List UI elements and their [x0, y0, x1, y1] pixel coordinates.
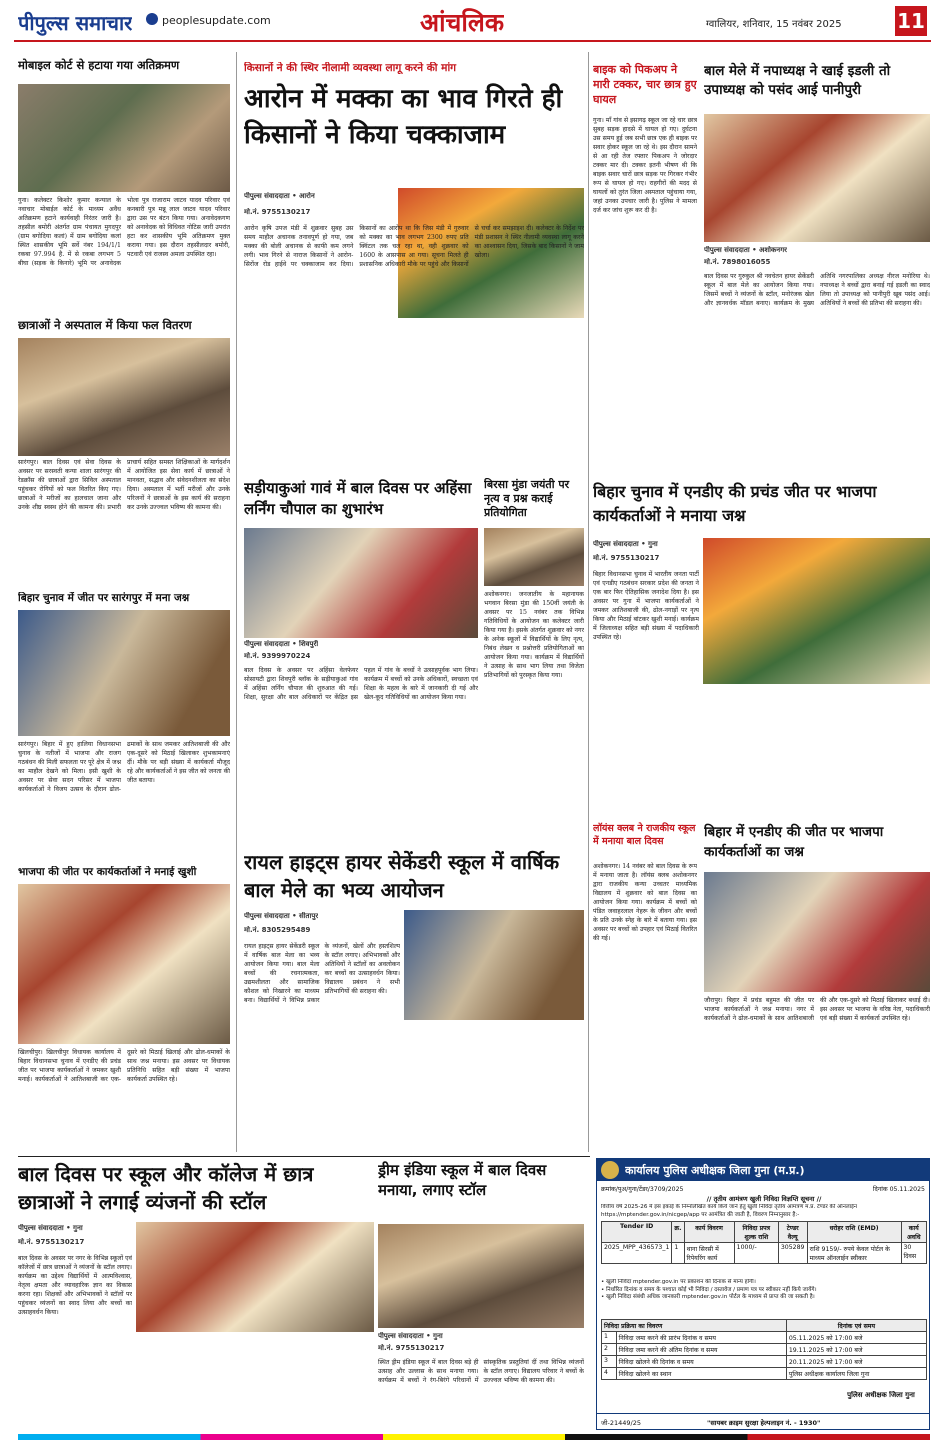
color-registration-bar [18, 1434, 930, 1440]
footer-slogan: "सायबर क्राइम सुरक्षा हेल्पलाइन नं. - 1930" [707, 1419, 821, 1427]
byline: पीपुल्स संवाददाता • गुना [593, 540, 658, 548]
site-url: peoplesupdate.com [162, 14, 271, 27]
headline: बाल मेले में नपाध्यक्ष ने खाई इडली तो उपाध्यक्ष को पसंद आई पानीपुरी [704, 63, 891, 98]
mobile-number: मो.नं. 8305295489 [244, 926, 311, 934]
tender-notice [596, 1158, 930, 1430]
mobile-number: मो.नं. 9755130217 [378, 1344, 445, 1352]
tender-note: • निर्धारित दिनांक व समय के पश्चात कोई भी निविदा / दस्तावेज / प्रमाण पत्र पर स्वीकार नहीं किये जायेंगे। [601, 1286, 817, 1293]
tender-column-header: टेण्डर वैल्यू [778, 1222, 807, 1243]
story-photo [378, 1224, 584, 1328]
schedule-cell: 2 [602, 1344, 617, 1356]
story-body: बाल दिवस के अवसर पर नगर के विभिन्न स्कूलों एवं कॉलेजों में छात्र छात्राओं ने व्यंजनों के स्टॉल लगाए। कार्यक्रम का उद्देश्य विद्यार्थियों में आत्मविश्वास, नेतृत्व क्षमता और व्यावहारिक ज्ञान का विकास करना रहा। शिक्षकों और अभिभावकों ने स्टॉलों पर पहुंचकर व्यंजनों का स्वाद लिया और बच्चों का उत्साहवर्धन किया। [18, 1255, 132, 1316]
tender-column-header: कार्य विवरण [684, 1222, 734, 1243]
tender-title: कार्यालय पुलिस अधीक्षक जिला गुना (म.प्र.) [625, 1164, 805, 1177]
story-photo [704, 114, 930, 242]
schedule-row [602, 1368, 927, 1380]
story-body: बाल दिवस पर गुरुकुल श्री नवचेतन हायर सेकेंडरी स्कूल में बाल मेले का आयोजन किया गया। जिसमें बच्चों ने व्यंजनों के स्टॉल, मनोरंजक खेल और ज्ञानवर्धक मॉडल बनाए। कार्यक्रम के मुख्य अतिथि नगरपालिका अध्यक्ष नीरज मनोरिया थे। नपाध्यक्ष ने बच्चों द्वारा बनाई गई इडली का स्वाद लिया तो उपाध्यक्ष को पानीपुरी खूब पसंद आई। अतिथियों ने बच्चों की प्रतिभा की सराहना की। [704, 273, 930, 307]
byline: पीपुल्स संवाददाता • सीतापुर [244, 912, 319, 920]
schedule-cell: पुलिस अधीक्षक कार्यालय जिला गुना [786, 1368, 926, 1380]
tender-row [602, 1243, 927, 1264]
story-photo [704, 872, 930, 992]
mobile-number: मो.नं. 9399970224 [244, 652, 311, 660]
tender-column-header: क्र. [672, 1222, 684, 1243]
story-photo [18, 338, 230, 456]
headline: छात्राओं ने अस्पताल में किया फल वितरण [18, 318, 192, 332]
schedule-cell: 20.11.2025 को 17:00 बजे [786, 1356, 926, 1368]
story-body: अशोकनगर। 14 नवंबर को बाल दिवस के रूप में मनाया जाता है। लॉयंस क्लब अशोकनगर द्वारा राजकीय कन्या उच्चतर माध्यमिक विद्यालय में शुक्रवार को बाल दिवस का आयोजन किया गया। कार्यक्रम में बच्चों को पंडित जवाहरलाल नेहरू के जीवन और बच्चों के प्रति उनके स्नेह के बारे में बताया गया। इस अवसर पर बच्चों को उपहार एवं मिठाई वितरित की गई। [593, 863, 697, 942]
headline: बिहार चुनाव में एनडीए की प्रचंड जीत पर भाजपा कार्यकर्ताओं ने मनाया जश्न [593, 482, 877, 525]
schedule-title: निविदा प्रक्रिया का विवरण [602, 1320, 787, 1332]
story-body: आरोन कृषि उपज मंडी में शुक्रवार सुबह उस समय माहौल अचानक तनावपूर्ण हो गया, जब मक्का की बोली अचानक से काफी कम लगने लगी। भाव गिरने से नाराज किसानों ने आरोन-सिरोंज रोड हाईवे पर चक्काजाम कर दिया। किसानों का आरोप था कि जिस मंडी में गुरुवार को मक्का का भाव लगभग 2300 रुपए प्रति क्विंटल तक चल रहा था, वही शुक्रवार को 1600 के आसपास आ गया। सूचना मिलते ही प्रशासनिक अधिकारी मौके पर पहुंचे और किसानों से चर्चा कर समझाइश दी। कलेक्टर के निर्देश पर मंडी प्रशासन ने स्थिर नीलामी व्यवस्था लागू करने का आश्वासन दिया, जिसके बाद किसानों ने जाम खोला। [244, 225, 584, 268]
story-photo [404, 910, 584, 1020]
mobile-number: मो.नं. 9755130217 [244, 208, 311, 216]
schedule-cell: निविदा जमा करने की प्रारंभ दिनांक व समय [616, 1332, 786, 1344]
emblem-icon [601, 1161, 619, 1179]
dateline: ग्वालियर, शनिवार, 15 नवंबर 2025 [706, 19, 842, 30]
headline: ड्रीम इंडिया स्कूल में बाल दिवस मनाया, लगाए स्टॉल [378, 1161, 547, 1199]
kicker: किसानों ने की स्थिर नीलामी व्यवस्था लागू करने की मांग [244, 62, 457, 74]
story-body: बाल दिवस के अवसर पर अहिंसा वेलफेयर सोसायटी द्वारा शिवपुरी ब्लॉक के सड़ीयाकुआं गांव में अहिंसा लर्निंग चौपाल की शुरुआत की गई। शिक्षा, सुरक्षा और बाल अधिकारों पर केंद्रित इस पहल में गांव के बच्चों ने उत्साहपूर्वक भाग लिया। कार्यक्रम में बच्चों को उनके अधिकारों, स्वच्छता एवं शिक्षा के महत्व के बारे में जानकारी दी गई और खेल-कूद गतिविधियों का आयोजन किया गया। [244, 667, 478, 701]
story-birsa [484, 478, 584, 842]
mobile-number: मो.नं. 7898016055 [704, 258, 771, 266]
tender-intro: वित्तीय वर्ष 2025-26 में इस इकाई के निम्नलिखित कार्य किये जाने हेतु खुली निविदा तृतीय आमंत्रण म.प्र. टेण्डर की ऑनलाईन https://mptender.gov.in/nicgep/app पर आमंत्रित की जाती है, विवरण निम्नानुसार है:- [601, 1204, 857, 1218]
byline: पीपुल्स संवाददाता • अशोकनगर [704, 246, 787, 254]
tender-column-header: निविदा प्रपत्र शुल्क राशि [734, 1222, 778, 1243]
tender-column-header: कार्य अवधि [901, 1222, 927, 1243]
tender-signature: पुलिस अधीक्षक जिला गुना [847, 1391, 915, 1399]
headline: सड़ीयाकुआं गावं में बाल दिवस पर अहिंसा लर्निंग चौपाल का शुभारंभ [244, 479, 472, 518]
story-bihar-guna [593, 480, 930, 816]
story-bihar-jaura [704, 822, 930, 1152]
story-body: अशोकनगर। जनजातीय के महानायक भगवान बिरसा मुंडा की 150वीं जयंती के अवसर पर 15 नवंबर तक विभिन्न गतिविधियों के आयोजन का कलेक्टर जारी किया गया है। इसके अंतर्गत शुक्रवार को नगर के अनेक स्कूलों में विद्यार्थियों के लिए नृत्य, निबंध लेखन व प्रश्नोत्तरी प्रतियोगिताओं का आयोजन किया गया। कार्यक्रम में विद्यार्थियों ने उत्साह के साथ भाग लिया तथा विजेता प्रतिभागियों को पुरस्कृत किया गया। [484, 591, 584, 679]
tender-cell: 305289 [778, 1243, 807, 1264]
headline: मोबाइल कोर्ट से हटाया गया अतिक्रमण [18, 58, 180, 72]
schedule-cell: निविदा खोलने की दिनांक व समय [616, 1356, 786, 1368]
story-aron [244, 62, 584, 472]
tender-ref: क्रमांक/पुअ/गुना/टेंडर/3709/2025 [601, 1186, 684, 1193]
tender-cell: 1000/- [734, 1243, 778, 1264]
section-title: आंचलिक [420, 8, 505, 37]
tender-note: • खुली निविदा संबंधी अधिक जानकारी mptender.gov.in पोर्टल के माध्यम से प्राप्त की जा सकती है। [601, 1294, 815, 1300]
story-photo [136, 1222, 374, 1332]
bottom-divider [18, 1156, 590, 1157]
headline: बाल दिवस पर स्कूल और कॉलेज में छात्र छात्राओं ने लगाई व्यंजनों की स्टॉल [18, 1162, 314, 1214]
headline: रायल हाइट्स हायर सेकेंडरी स्कूल में वार्षिक बाल मेले का भव्य आयोजन [244, 850, 560, 902]
schedule-cell: 19.11.2025 को 17:00 बजे [786, 1344, 926, 1356]
story-bike [593, 62, 697, 472]
story-photo [484, 528, 584, 586]
headline: बाइक को पिकअप ने मारी टक्कर, चार छात्र हुए घायल [593, 63, 697, 106]
schedule-row [602, 1356, 927, 1368]
story-body: खिलचीपुर। खिलचीपुर विधायक कार्यालय में बिहार विधानसभा चुनाव में एनडीए की प्रचंड जीत पर भाजपा कार्यकर्ताओं ने जमकर खुशी मनाई। कार्यकर्ताओं ने आतिशबाजी कर एक-दूसरे को मिठाई खिलाई और ढोल-धमाकों के साथ जश्न मनाया। इस अवसर पर विधायक प्रतिनिधि सहित बड़ी संख्या में भाजपा कार्यकर्ता उपस्थित रहे। [18, 1049, 230, 1083]
schedule-cell: 4 [602, 1368, 617, 1380]
byline: पीपुल्स संवाददाता • शिवपुरी [244, 640, 319, 648]
mobile-number: मो.नं. 9755130217 [593, 554, 660, 562]
story-body: गुना। माँ गांव से इसागढ़ स्कूल जा रहे चार छात्र सुबह सड़क हादसे में घायल हो गए। दुर्घटना उस समय हुई जब सभी छात्र एक ही बाइक पर सवार होकर स्कूल जा रहे थे। इस दौरान सामने से आ रही तेज रफ्तार पिकअप ने जोरदार टक्कर मार दी। टक्कर इतनी भीषण थी कि बाइक सवार चारों छात्र सड़क पर गिरकर गंभीर रूप से घायल हो गए। राहगीरों की मदद से घायलों को तुरंत जिला अस्पताल पहुंचाया गया, जहां उनका उपचार जारी है। पुलिस ने मामला दर्ज कर जांच शुरू कर दी है। [593, 117, 697, 214]
column-divider [588, 52, 589, 1152]
headline: बिहार चुनाव में जीत पर सारंगपुर में मना जश्न [18, 592, 190, 604]
tender-table-wrap [601, 1221, 927, 1264]
story-photo [18, 84, 230, 192]
tender-cell: 30 दिवस [901, 1243, 927, 1264]
story-royal [244, 848, 584, 1148]
tender-cell: थाना सिरसी में रिपेयरिंग कार्य [684, 1243, 734, 1264]
tender-column-header: Tender ID [602, 1222, 672, 1243]
story-photo [703, 538, 930, 684]
story-lions [593, 822, 697, 1152]
tender-cell: राशि 9159/- रुपये केवल पोर्टल के माध्यम ऑनलाईन स्वीकार [807, 1243, 901, 1264]
story-body: सारंगपुर। बाल दिवस एवं सेवा दिवस के अवसर पर सरस्वती कन्या शाला सारंगपुर की रेडक्रॉस की छात्राओं द्वारा सिविल अस्पताल पहुंचकर रोगियों को फल वितरित किए गए। छात्राओं ने मरीजों का हालचाल जाना और उनके शीघ्र स्वस्थ होने की कामना की। प्रभारी प्राचार्य सहित समस्त शिक्षिकाओं के मार्गदर्शन में आयोजित इस सेवा कार्य में छात्राओं ने मानवता, सद्भाव और संवेदनशीलता का संदेश दिया। अस्पताल में भर्ती मरीजों और उनके परिजनों ने छात्राओं के इस कार्य की सराहना कर उनके उज्ज्वल भविष्य की कामना की। [18, 459, 230, 511]
story-body: बिहार विधानसभा चुनाव में भारतीय जनता पार्टी एवं एनडीए गठबंधन सरकार प्रदेश की जनता ने एक बार फिर ऐतिहासिक जनादेश दिया है। इस अवसर पर गुना में भाजपा कार्यकर्ताओं ने जमकर आतिशबाजी की, ढोल-नगाड़ों पर नृत्य किया और मिठाई बांटकर खुशी मनाई। कार्यक्रम में जिलाध्यक्ष सहित बड़ी संख्या में पदाधिकारी उपस्थित रहे। [593, 571, 699, 641]
tender-subtitle: // तृतीय आमंत्रण खुली निविदा विज्ञप्ति सूचना // [706, 1195, 822, 1203]
story-photo [244, 528, 478, 638]
tender-column-header: धरोहर राशि (EMD) [807, 1222, 901, 1243]
tender-date: दिनांक 05.11.2025 [872, 1186, 925, 1193]
story-body: सारंगपुर। बिहार में हुए हालिया विधानसभा चुनाव के नतीजों में भाजपा और राजग गठबंधन की मिली सफलता पर पूरे क्षेत्र में जश्न का माहौल देखने को मिला। इसी खुशी के अवसर पर सेवा सदन परिसर में भाजपा कार्यकर्ताओं ने विजय उत्सव के दौरान ढोल-ढमाकों के साथ जमकर आतिशबाजी की और एक-दूसरे को मिठाई खिलाकर शुभकामनाएं दीं। मौके पर बड़ी संख्या में कार्यकर्ता मौजूद रहे और कार्यकर्ताओं ने इस जीत को जनता की जीत बताया। [18, 741, 230, 793]
story-body: रायल हाइट्स हायर सेकेंडरी स्कूल में वार्षिक बाल मेला का भव्य आयोजन किया गया। बाल मेला बच्चों की रचनात्मकता, उद्यमशीलता और सामाजिक कौशल को निखारने का माध्यम बना। विद्यार्थियों ने विभिन्न प्रकार के व्यंजनों, खेलों और हस्तशिल्प के स्टॉल लगाए। अभिभावकों और अतिथियों ने स्टॉलों का अवलोकन कर बच्चों का उत्साहवर्धन किया। विद्यालय प्रबंधन ने सभी प्रतिभागियों की सराहना की। [244, 943, 400, 1004]
brand-logo: पीपुल्स समाचार [18, 11, 133, 35]
footer-code: जी-21449/25 [601, 1419, 641, 1427]
globe-icon [146, 13, 158, 25]
schedule-row [602, 1344, 927, 1356]
byline: पीपुल्स संवाददाता • गुना [18, 1224, 83, 1232]
schedule-cell: 1 [602, 1332, 617, 1344]
headline: भाजपा की जीत पर कार्यकर्ताओं ने मनाई खुशी [18, 866, 197, 878]
story-body: गुना। कलेक्टर किशोर कुमार कन्याल के नवाचार मोबाईल कोर्ट के माध्यम अवैध अतिक्रमण हटाने कार्यवाही निरंतर जारी है। तहसील बमोरी अंतर्गत ग्राम पंचायत मुगदपुर (ग्राम बगोदिया कलां) में ग्राम बगोदिया कलां स्थित शासकीय भूमि सर्वे नंबर 194/1/1 रकबा 97.994 है. में से रकबा लगभग 5 बीघा (सड़क के किनारे) भूमि पर अनावेदक भोला पुत्र राजाराम जाटव यादव परिवार एवं कनबारी पुत्र मन्नू लाल जाटव यादव परिवार द्वारा उस पर बंटन किया गया। अनावेदकगण को अनावेदक को विधिवत नोटिस जारी उपरांत हटा कर शासकीय भूमि अतिक्रमण मुक्त कराया गया। इस दौरान तहसीलदार बमोरी, पटवारी एवं राजस्व अमला उपस्थित रहा। [18, 197, 230, 267]
schedule-cell: निविदा जमा करने की अंतिम दिनांक व समय [616, 1344, 786, 1356]
story-sadhikua [244, 478, 478, 842]
tender-cell: 1 [672, 1243, 684, 1264]
tender-table [601, 1221, 927, 1264]
story-bal-diwas-stall [18, 1160, 374, 1430]
tender-footer [597, 1413, 930, 1430]
schedule-head: दिनांक एवं समय [786, 1320, 926, 1332]
page-number: 11 [895, 6, 927, 36]
headline: बिरसा मुंडा जयंती पर नृत्य व प्रश्न कराई प्रतियोगिता [484, 478, 570, 519]
tender-header [597, 1159, 930, 1181]
schedule-table [601, 1319, 927, 1380]
schedule-cell: 3 [602, 1356, 617, 1368]
story-fruit [18, 318, 230, 586]
tender-notes [601, 1279, 927, 1302]
story-bal-mela-top [704, 62, 930, 472]
headline: आरोन में मक्का का भाव गिरते ही किसानों ने किया चक्काजाम [244, 83, 563, 150]
byline: पीपुल्स संवाददाता • आरोन [244, 192, 315, 200]
schedule-row [602, 1332, 927, 1344]
schedule-cell: 05.11.2025 को 17:00 बजे [786, 1332, 926, 1344]
story-body: जौरापुर। बिहार में प्रचंड बहुमत की जीत पर भाजपा कार्यकर्ताओं ने जश्न मनाया। नगर में कार्यकर्ताओं ने ढोल-धमाकों के साथ आतिशबाजी की और एक-दूसरे को मिठाई खिलाकर बधाई दी। इस अवसर पर भाजपा के वरिष्ठ नेता, पदाधिकारी एवं बड़ी संख्या में कार्यकर्ता उपस्थित रहे। [704, 997, 930, 1022]
schedule-wrap [601, 1319, 927, 1380]
headline: लॉयंस क्लब ने राजकीय स्कूल में मनाया बाल दिवस [593, 823, 696, 847]
mobile-number: मो.नं. 9755130217 [18, 1238, 85, 1246]
story-bjp-khilchipur [18, 866, 230, 1152]
story-photo [18, 884, 230, 1044]
story-dream-india [378, 1160, 584, 1430]
byline: पीपुल्स संवाददाता • गुना [378, 1332, 443, 1340]
story-bihar-sarangpur [18, 592, 230, 862]
masthead [0, 0, 945, 42]
schedule-cell: निविदा खोलने का स्थान [616, 1368, 786, 1380]
story-mobile-court [18, 58, 230, 314]
headline: बिहार में एनडीए की जीत पर भाजपा कार्यकर्ताओं का जश्न [704, 824, 884, 860]
tender-note: • खुली निविदा mptender.gov.in पर प्रकाशन की दिनांक से मान्य होगी। [601, 1279, 756, 1285]
masthead-rule [14, 40, 931, 42]
story-photo [18, 610, 230, 736]
tender-cell: 2025_MPP_436573_1 [602, 1243, 672, 1264]
column-divider [236, 52, 237, 1152]
story-body: स्थित ड्रीम इंडिया स्कूल में बाल दिवस बड़े ही उत्साह और उल्लास के साथ मनाया गया। कार्यक्रम में बच्चों ने रंग-बिरंगे परिधानों में सांस्कृतिक प्रस्तुतियां दीं तथा विभिन्न व्यंजनों के स्टॉल लगाए। विद्यालय परिवार ने बच्चों के उज्ज्वल भविष्य की कामना की। [378, 1359, 584, 1384]
